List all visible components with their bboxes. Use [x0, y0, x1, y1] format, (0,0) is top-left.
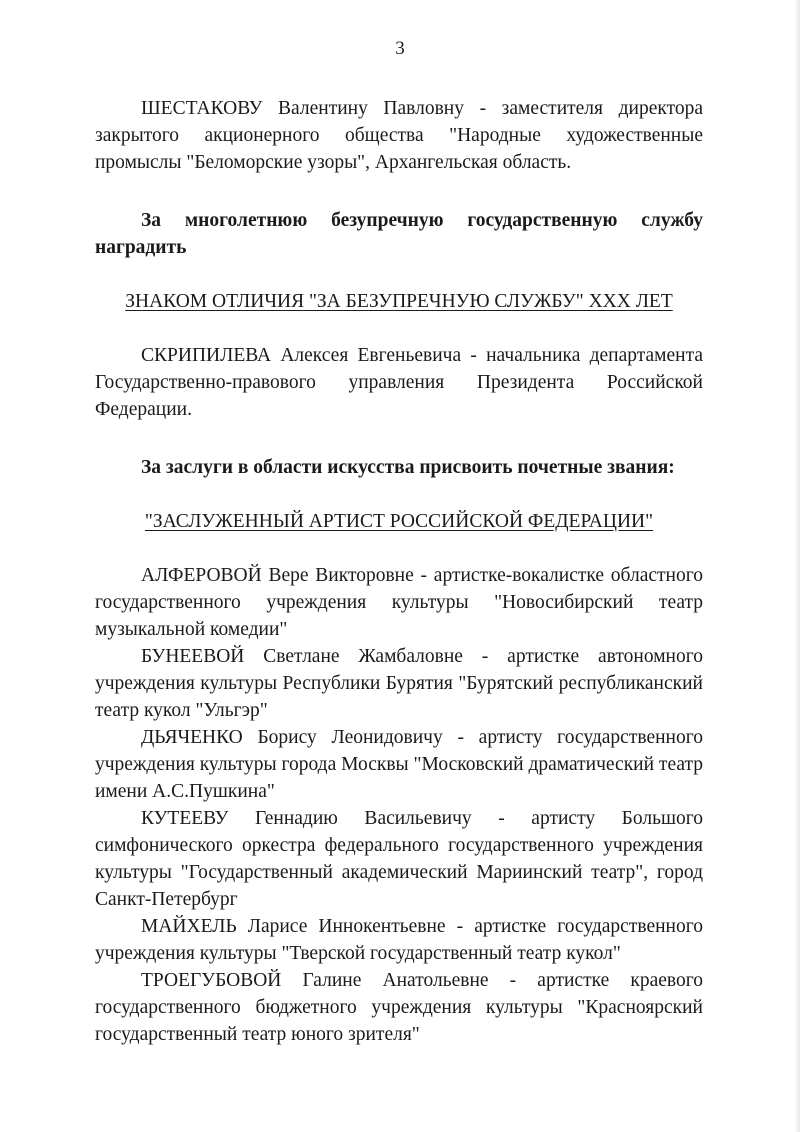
artist-entry-maykhel: МАЙХЕЛЬ Ларисе Иннокентьевне - артистке государственного учреждения культуры "Тверской государственный театр кукол": [95, 916, 703, 964]
spacer: [95, 176, 703, 207]
artist-entry-kuteev: КУТЕЕВУ Геннадию Васильевичу - артисту Большого симфонического оркестра федерального государственного учреждения культуры "Государственный академический Мариинский театр", город Санкт-Петербург: [95, 808, 703, 910]
spacer: [95, 535, 703, 562]
service-award-heading: За многолетнюю безупречную государственную службу наградить: [95, 210, 703, 258]
artist-entry-dyachenko: ДЬЯЧЕНКО Борису Леонидовичу - артисту государственного учреждения культуры города Москвы "Московский драматический театр имени А.С.Пушкина": [95, 727, 703, 802]
artist-entry-alferova: АЛФЕРОВОЙ Вере Викторовне - артистке-вокалистке областного государственного учреждения культуры "Новосибирский театр музыкальной комедии": [95, 565, 703, 640]
award-title: [95, 288, 703, 315]
award-recipient-skripilev: СКРИПИЛЕВА Алексея Евгеньевича - начальника департамента Государственно-правового управления Президента Российской Федерации.: [95, 345, 703, 420]
document-body: [95, 95, 703, 1048]
spacer: [95, 423, 703, 454]
spacer: [95, 481, 703, 508]
arts-honors-heading: За заслуги в области искусства присвоить почетные звания:: [141, 457, 675, 478]
spacer: [95, 315, 703, 342]
award-recipient-shestakova: ШЕСТАКОВУ Валентину Павловну - заместителя директора закрытого акционерного общества "Народные художественные промыслы "Беломорские узоры", Архангельская область.: [95, 98, 703, 173]
honorary-title-text: "ЗАСЛУЖЕННЫЙ АРТИСТ РОССИЙСКОЙ ФЕДЕРАЦИИ": [144, 511, 654, 532]
spacer: [95, 261, 703, 288]
scan-edge-shadow: [794, 0, 800, 1132]
page-number: 3: [395, 38, 405, 59]
artist-entry-troegubova: ТРОЕГУБОВОЙ Галине Анатольевне - артистке краевого государственного бюджетного учреждения культуры "Красноярский государственный театр юного зрителя": [95, 970, 703, 1045]
honorary-title: [95, 508, 703, 535]
artist-entry-buneeva: БУНЕЕВОЙ Светлане Жамбаловне - артистке автономного учреждения культуры Республики Бурятия "Бурятский республиканский театр кукол "Ульгэр": [95, 646, 703, 721]
award-title-text: ЗНАКОМ ОТЛИЧИЯ "ЗА БЕЗУПРЕЧНУЮ СЛУЖБУ" XXX ЛЕТ: [125, 291, 673, 312]
